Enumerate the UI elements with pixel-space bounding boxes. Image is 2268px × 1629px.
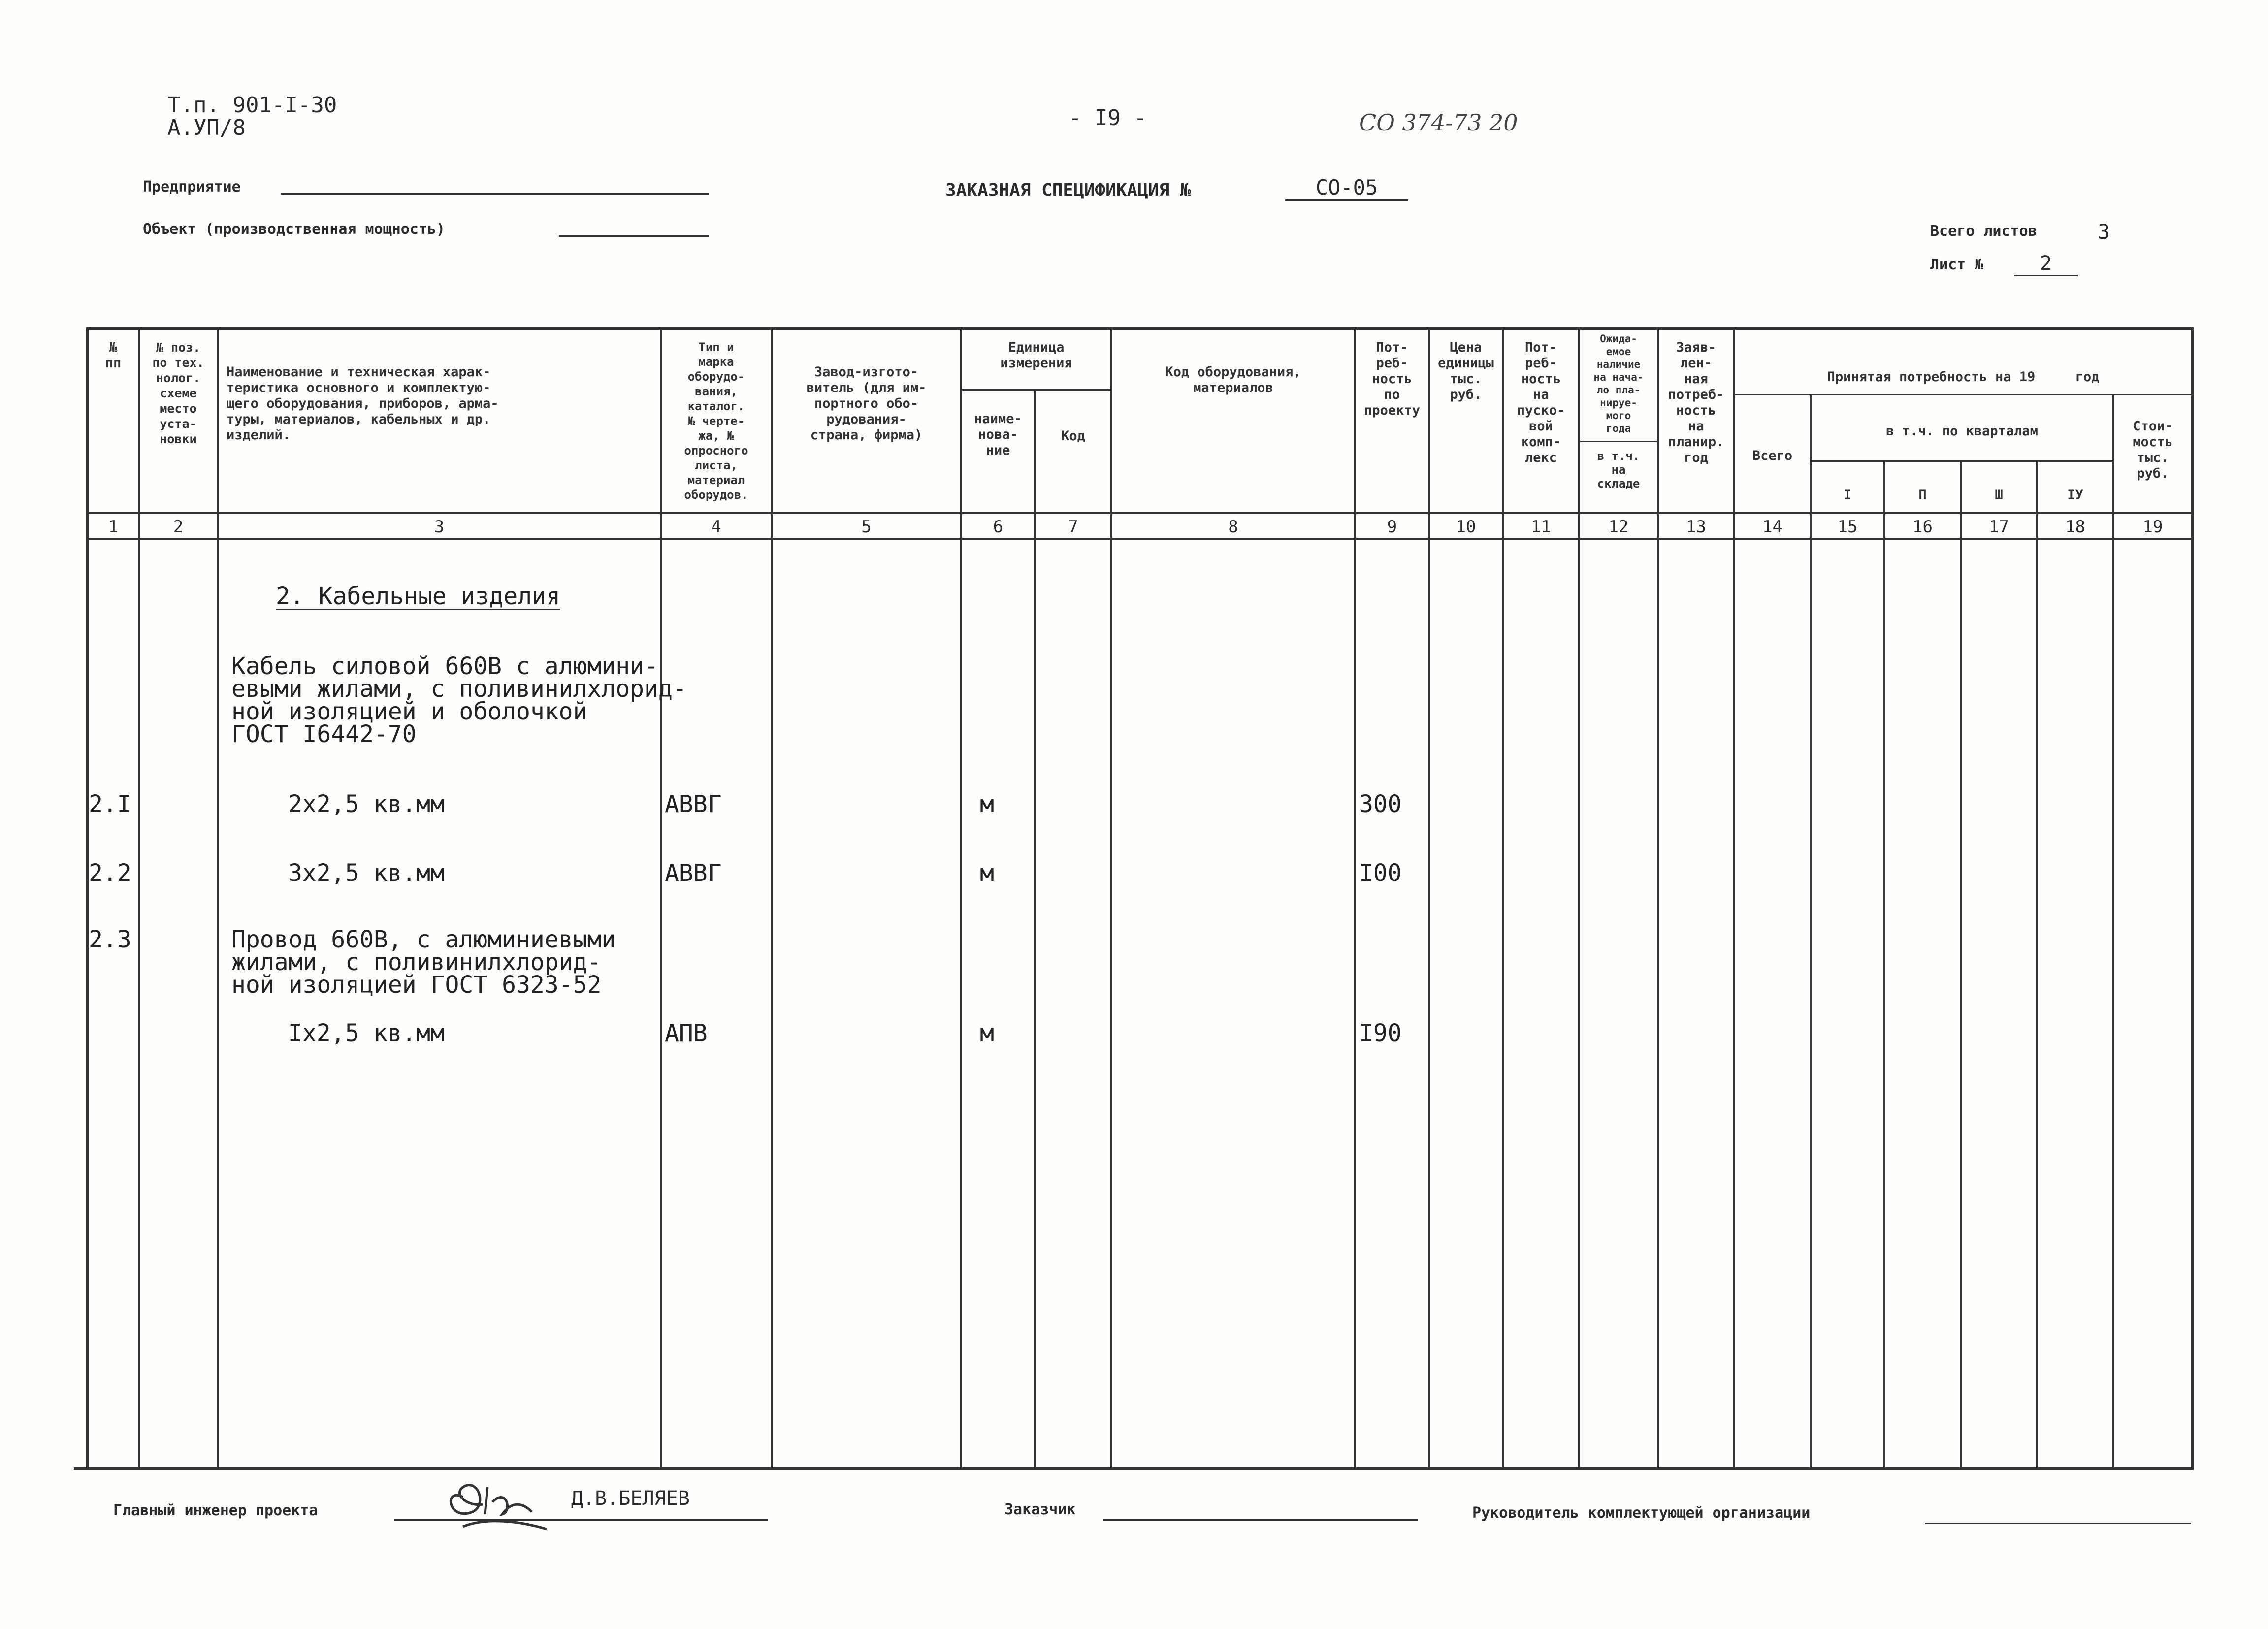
accepted-divider xyxy=(1733,394,2194,395)
header-col-4: Тип и марка оборудо- вания, каталог. № черте- жа, № опросного листа, материал оборудов. xyxy=(684,340,748,502)
col-number: 10 xyxy=(1456,517,1476,537)
col-number: 2 xyxy=(173,517,184,537)
col-border-8 xyxy=(1354,327,1356,1469)
row-type: АВВГ xyxy=(665,859,722,887)
row-name: 2х2,5 кв.мм xyxy=(288,790,445,818)
supplier-head-label: Руководитель комплектующей организации xyxy=(1472,1504,1811,1522)
total-sheets-label: Всего листов xyxy=(1930,223,2037,240)
header-col-14-19: Принятая потребность на 19 год xyxy=(1827,369,2100,385)
header-col-2: № поз. по тех. нолог. схеме место уста- новки xyxy=(152,340,204,446)
col-border-11 xyxy=(1578,327,1580,1469)
col-border-4 xyxy=(771,327,773,1469)
row-qty: I00 xyxy=(1359,859,1402,887)
row-qty: 300 xyxy=(1359,790,1402,818)
col-border-5 xyxy=(960,327,962,1469)
col-number: 18 xyxy=(2065,517,2085,537)
col-number: 12 xyxy=(1608,517,1629,537)
handwritten-code: СО 374-73 20 xyxy=(1359,109,1518,136)
row-qty: I90 xyxy=(1359,1019,1402,1047)
header-col-17: Ш xyxy=(1995,488,2003,503)
sheet-number-value: 2 xyxy=(2014,252,2078,276)
col-border-15 xyxy=(1883,460,1885,1469)
colnum-bottom-line xyxy=(86,538,2194,540)
col-border-10 xyxy=(1502,327,1504,1469)
col-number: 1 xyxy=(108,517,119,537)
col-number: 13 xyxy=(1686,517,1706,537)
header-col-12: Ожида- емое наличие на нача- ло пла- нируе- мого года xyxy=(1593,333,1644,434)
row-unit: м xyxy=(980,790,994,818)
row-name: Iх2,5 кв.мм xyxy=(288,1019,445,1047)
object-label: Объект (производственная мощность) xyxy=(143,221,446,238)
col-border-9 xyxy=(1428,327,1430,1469)
col-border-1 xyxy=(138,327,140,1469)
header-col-19: Стои- мость тыс. руб. xyxy=(2133,419,2173,481)
row-unit: м xyxy=(980,1019,994,1047)
table-top-border xyxy=(86,327,2194,330)
col-border-14 xyxy=(1810,394,1812,1469)
col-border-2 xyxy=(217,327,219,1469)
header-col-10: Цена единицы тыс. руб. xyxy=(1438,340,1494,402)
col-number: 15 xyxy=(1837,517,1858,537)
row-number: 2.3 xyxy=(89,926,131,953)
row-name: 3х2,5 кв.мм xyxy=(288,859,445,887)
col-number: 6 xyxy=(993,517,1004,537)
cable-description: Кабель силовой 660В с алюмини- евыми жилами, с поливинилхлорид- ной изоляцией и оболочкой ГОСТ I6442-70 xyxy=(231,652,687,748)
col-border-12 xyxy=(1657,327,1659,1469)
col-number: 17 xyxy=(1989,517,2009,537)
page-number: - I9 - xyxy=(1069,105,1147,130)
doc-album: А.УП/8 xyxy=(167,115,246,140)
spec-number: СО-05 xyxy=(1285,175,1408,201)
col-number: 4 xyxy=(711,517,721,537)
col-number: 14 xyxy=(1762,517,1782,537)
col-border-17 xyxy=(2036,460,2038,1469)
header-col-11: Пот- реб- ность на пуско- вой комп- лекс xyxy=(1517,340,1565,465)
row-type: АПВ xyxy=(665,1019,708,1047)
header-col-3: Наименование и техническая харак- теристика основного и комплектую- щего оборудования, приборов, арма- туры, материалов, кабельных и др. изделий. xyxy=(227,364,499,443)
header-col-14: Всего xyxy=(1752,448,1793,463)
sheet-label: Лист № xyxy=(1930,256,1984,273)
section-title: 2. Кабельные изделия xyxy=(276,583,560,610)
row-type: АВВГ xyxy=(665,790,722,818)
signature-icon xyxy=(433,1458,561,1541)
header-col-9: Пот- реб- ность по проекту xyxy=(1364,340,1420,418)
customer-label: Заказчик xyxy=(1004,1501,1076,1518)
header-col-6-7: Единица измерения xyxy=(1000,340,1072,371)
header-col-7: Код xyxy=(1061,428,1085,444)
object-underline xyxy=(559,235,709,237)
col-border-0 xyxy=(86,327,89,1469)
doc-code: Т.п. 901-I-30 xyxy=(167,93,337,118)
total-sheets-value: 3 xyxy=(2098,220,2110,244)
col-number: 16 xyxy=(1912,517,1933,537)
col-border-18 xyxy=(2112,394,2114,1469)
table-bottom-border xyxy=(74,1467,2194,1470)
col-border-6 xyxy=(1034,389,1036,1469)
header-col-12b: в т.ч. на складе xyxy=(1597,449,1640,490)
header-col-5: Завод-изгото- витель (для им- портного обо- рудования- страна, фирма) xyxy=(806,364,927,443)
row-name: Провод 660В, с алюминиевыми жилами, с поливинилхлорид- ной изоляцией ГОСТ 6323-52 xyxy=(231,926,616,999)
header-col-18: IУ xyxy=(2067,488,2083,503)
col-border-7 xyxy=(1110,327,1112,1469)
col-border-19 xyxy=(2191,327,2194,1469)
col-number: 8 xyxy=(1228,517,1238,537)
row-number: 2.2 xyxy=(89,859,131,887)
col-number: 3 xyxy=(434,517,445,537)
col-border-13 xyxy=(1733,327,1735,1469)
customer-underline xyxy=(1103,1519,1418,1521)
col-number: 5 xyxy=(861,517,872,537)
col-number: 7 xyxy=(1068,517,1078,537)
supplier-head-underline xyxy=(1925,1523,2191,1524)
col-border-16 xyxy=(1960,460,1962,1469)
col-number: 19 xyxy=(2142,517,2163,537)
header-bottom-line xyxy=(86,512,2194,514)
enterprise-label: Предприятие xyxy=(143,178,241,195)
header-col-15-18: в т.ч. по кварталам xyxy=(1886,424,2038,439)
header-col-6: наиме- нова- ние xyxy=(974,411,1022,458)
header-col-13: Заяв- лен- ная потреб- ность на планир. год xyxy=(1668,340,1724,465)
stock-divider xyxy=(1578,441,1657,442)
chief-engineer-name: Д.В.БЕЛЯЕВ xyxy=(571,1487,690,1510)
header-col-16: П xyxy=(1918,488,1927,503)
header-col-8: Код оборудования, материалов xyxy=(1165,364,1301,395)
header-col-15: I xyxy=(1843,488,1852,503)
col-number: 9 xyxy=(1387,517,1397,537)
chief-engineer-label: Главный инженер проекта xyxy=(113,1502,318,1519)
header-col-1: № пп xyxy=(105,340,122,371)
spec-title: ЗАКАЗНАЯ СПЕЦИФИКАЦИЯ № xyxy=(945,180,1191,200)
row-unit: м xyxy=(980,859,994,887)
col-number: 11 xyxy=(1531,517,1551,537)
row-number: 2.I xyxy=(89,790,131,818)
enterprise-underline xyxy=(281,193,709,195)
